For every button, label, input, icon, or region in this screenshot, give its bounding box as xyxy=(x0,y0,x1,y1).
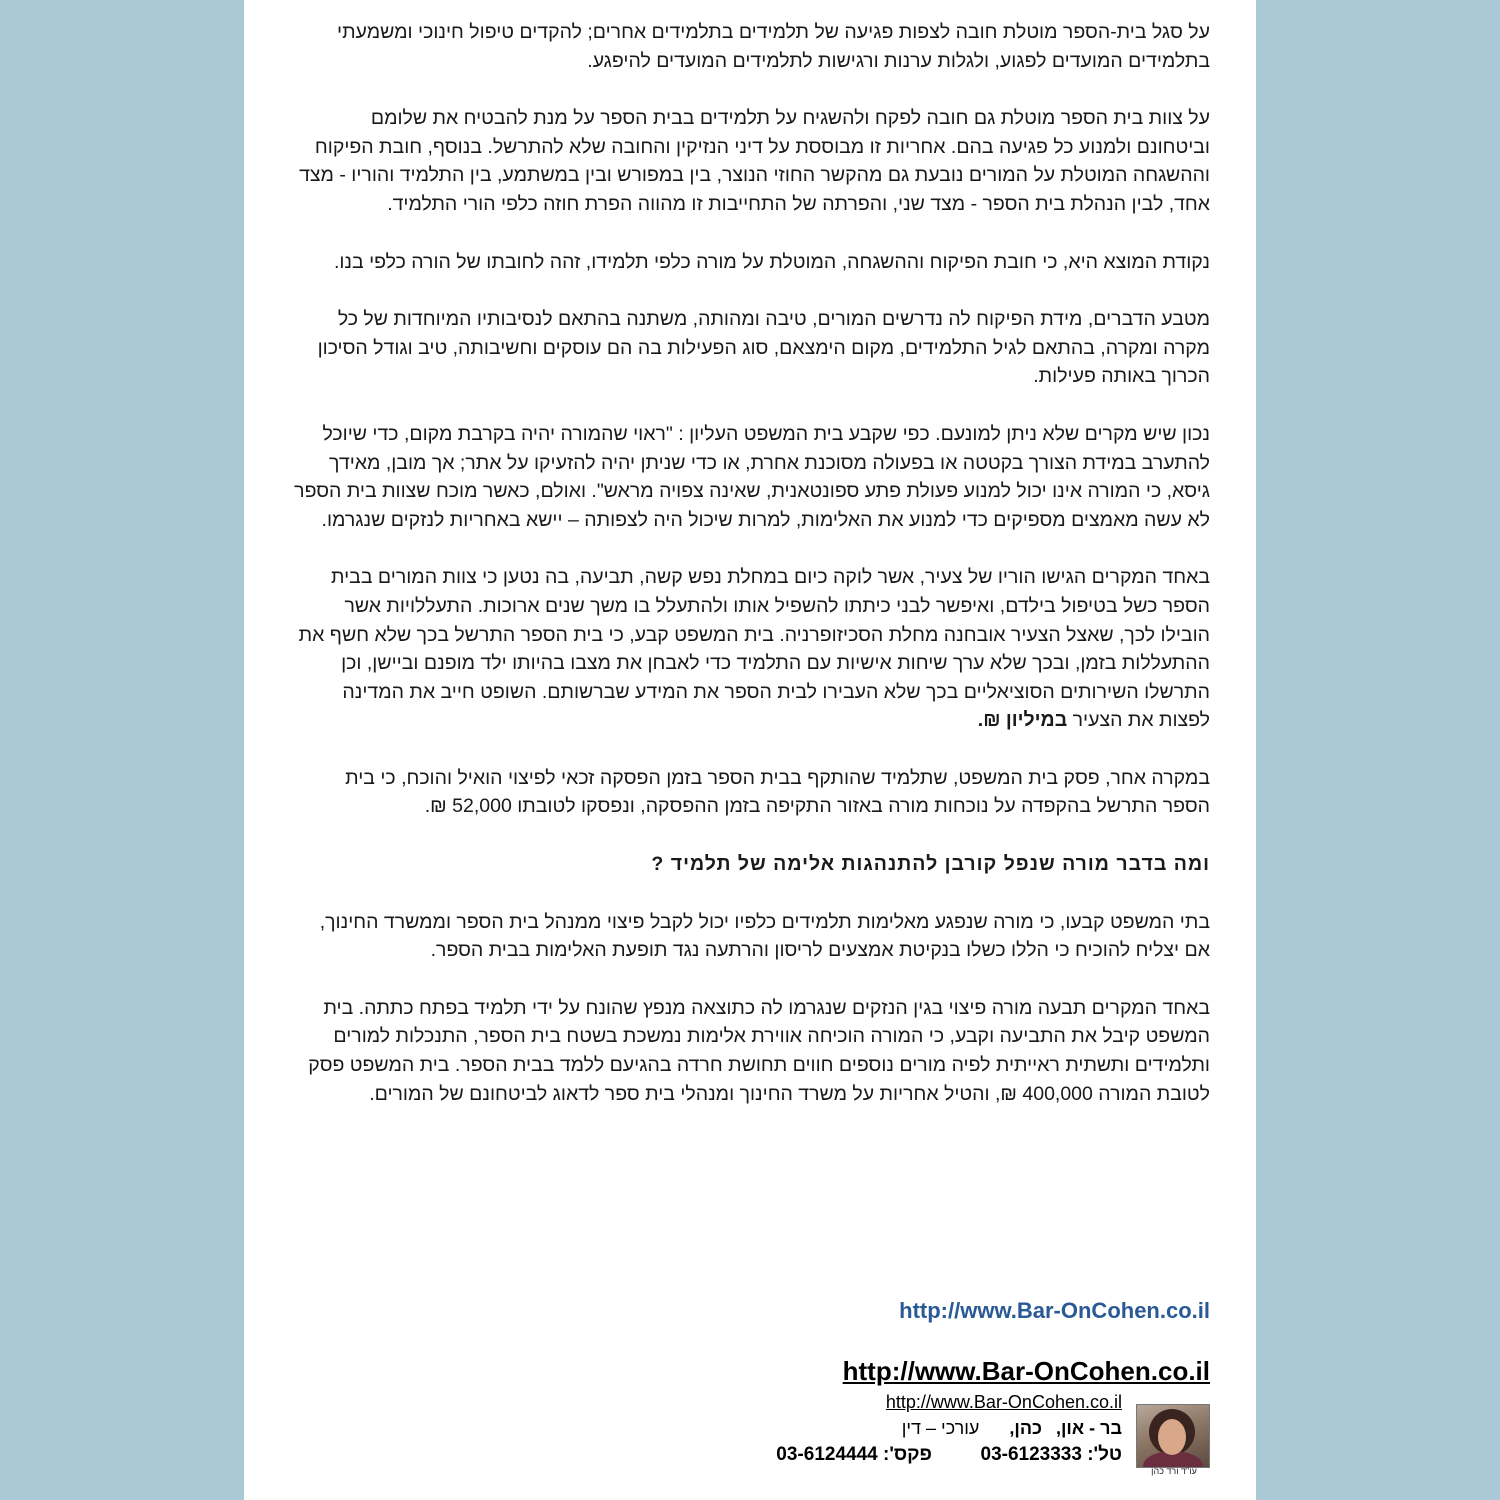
lawyer-photo xyxy=(1136,1404,1210,1468)
contact-numbers xyxy=(776,1444,1122,1466)
paragraph-6-text: באחד המקרים הגישו הוריו של צעיר, אשר לוקה כיום במחלת נפש קשה, תביעה, בה נטען כי צוות המורים בבית הספר כשל בטיפול בילדם, ואיפשר לבני כיתתו להשפיל אותו ולהתעלל בו משך שנים ארוכות. התעללויות אשר הובילו לכך, שאצל הצעיר אובחנה מחלת הסכיזופרניה. בית המשפט קבע, כי בית הספר התרשל בכך שלא חשף את ההתעללות בזמן, ובכך שלא ערך שיחות אישיות עם התלמיד כדי לאבחן את מצבו בהיותו ילד מופנם וביישן, וכן התרשלו השירותים הסוציאליים בכך שלא העבירו לבית הספר את המידע שברשותם. השופט חייב את המדינה לפצות את הצעיר xyxy=(298,566,1210,732)
tel-label: טל': xyxy=(1087,1444,1122,1465)
paragraph-1: על סגל בית-הספר מוטלת חובה לצפות פגיעה של תלמידים בתלמידים אחרים; להקדים טיפול חינוכי ומשמעתי בתלמידים המועדים לפגוע, ולגלות ערנות ורגישות לתלמידים המועדים להיפגע. xyxy=(337,21,1210,72)
paragraph-6 xyxy=(294,563,1210,735)
paragraph-3: נקודת המוצא היא, כי חובת הפיקוח וההשגחה, המוטלת על מורה כלפי תלמידו, זהה לחובתו של הורה כלפי בנו. xyxy=(333,250,1210,273)
paragraph-9: באחד המקרים תבעה מורה פיצוי בגין הנזקים שנגרמו לה כתוצאה מנפץ שהונח על ידי תלמיד בפתח כתתה. בית המשפט קיבל את התביעה וקבע, כי המורה הוכיחה אווירת אלימות נמשכת בשטח בית הספר, התנכלות למורים ותלמידים ותשתית ראייתית לפיה מורים נוספים חווים תחושת חרדה בהגיעם ללמד בבית הספר. בית המשפט פסק לטובת המורה 400,000 ₪, והטיל אחריות על משרד החינוך ומנהלי בית ספר לדאוג לביטחונם של המורים. xyxy=(308,996,1210,1105)
signature-url-large[interactable]: http://www.Bar-OnCohen.co.il xyxy=(842,1356,1210,1386)
document-body xyxy=(294,18,1210,1137)
section-heading: ומה בדבר מורה שנפל קורבן להתנהגות אלימה של תלמיד ? xyxy=(651,853,1210,876)
tel-number: 03-6123333 xyxy=(980,1444,1082,1465)
firm-names xyxy=(902,1418,1122,1439)
paragraph-7: במקרה אחר, פסק בית המשפט, שתלמיד שהותקף בבית הספר בזמן הפסקה זכאי לפיצוי הואיל והוכח, כי בית הספר התרשל בהקפדה על נוכחות מורה באזור התקיפה בזמן ההפסקה, ונפסקו לטובתו 52,000 ₪. xyxy=(345,766,1210,818)
document-page xyxy=(244,0,1256,1500)
paragraph-8: בתי המשפט קבעו, כי מורה שנפגע מאלימות תלמידים כלפיו יכול לקבל פיצוי ממנהל בית הספר וממשרד החינוך, אם יצליח להוכיח כי הללו כשלו בנקיטת אמצעים לריסון והרתעה נגד תופעת האלימות בבית הספר. xyxy=(319,910,1210,962)
fax-label: פקס': xyxy=(883,1444,932,1465)
firm-name-2: כהן, xyxy=(1009,1418,1042,1438)
website-link[interactable]: http://www.Bar-OnCohen.co.il xyxy=(899,1298,1210,1323)
paragraph-2: על צוות בית הספר מוטלת גם חובה לפקח ולהשגיח על תלמידים בבית הספר על מנת להבטיח את שלומם וביטחונם ולמנוע כל פגיעה בהם. אחריות זו מבוססת על דיני הנזיקין והחובה שלא להתרשל. בנוסף, חובת הפיקוח וההשגחה המוטלת על המורים נובעת גם מהקשר החוזי הנוצר, בין במפורש ובין במשתמע, בין התלמיד והוריו - מצד אחד, לבין הנהלת בית הספר - מצד שני, והפרתה של התחייבות זו מהווה הפרת חוזה כלפי הורי התלמיד. xyxy=(299,107,1210,215)
photo-caption: עו"ד ורד כהן xyxy=(1151,1466,1197,1476)
signature-block xyxy=(704,1356,1210,1486)
fax-number: 03-6124444 xyxy=(776,1444,878,1465)
firm-name-1: בר - און, xyxy=(1055,1418,1122,1438)
signature-url-small[interactable]: http://www.Bar-OnCohen.co.il xyxy=(885,1392,1122,1412)
compensation-amount: במיליון ₪. xyxy=(977,709,1068,732)
firm-title: עורכי – דין xyxy=(901,1418,980,1438)
paragraph-5: נכון שיש מקרים שלא ניתן למונעם. כפי שקבע בית המשפט העליון : "ראוי שהמורה יהיה בקרבת מקום, כדי שיוכל להתערב במידת הצורך בקטטה או בפעולה מסוכנת אחרת, או כדי שניתן יהיה להזעיקו על אתר; אך מובן, מאידך גיסא, כי המורה אינו יכול למנוע פעולת פתע ספונטאנית, שאינה צפויה מראש". ואולם, כאשר מוכח שצוות בית הספר לא עשה מאמצים מספיקים כדי למנוע את האלימות, למרות שיכול היה לצפותה – יישא באחריות לנזקים שנגרמו. xyxy=(294,422,1210,531)
paragraph-4: מטבע הדברים, מידת הפיקוח לה נדרשים המורים, טיבה ומהותה, משתנה בהתאם לנסיבותיו המיוחדות של כל מקרה ומקרה, בהתאם לגיל התלמידים, מקום הימצאם, סוג הפעילות בה הם עוסקים וחשיבותה, טיב וגודל הסיכון הכרוך באותה פעילות. xyxy=(317,308,1210,388)
